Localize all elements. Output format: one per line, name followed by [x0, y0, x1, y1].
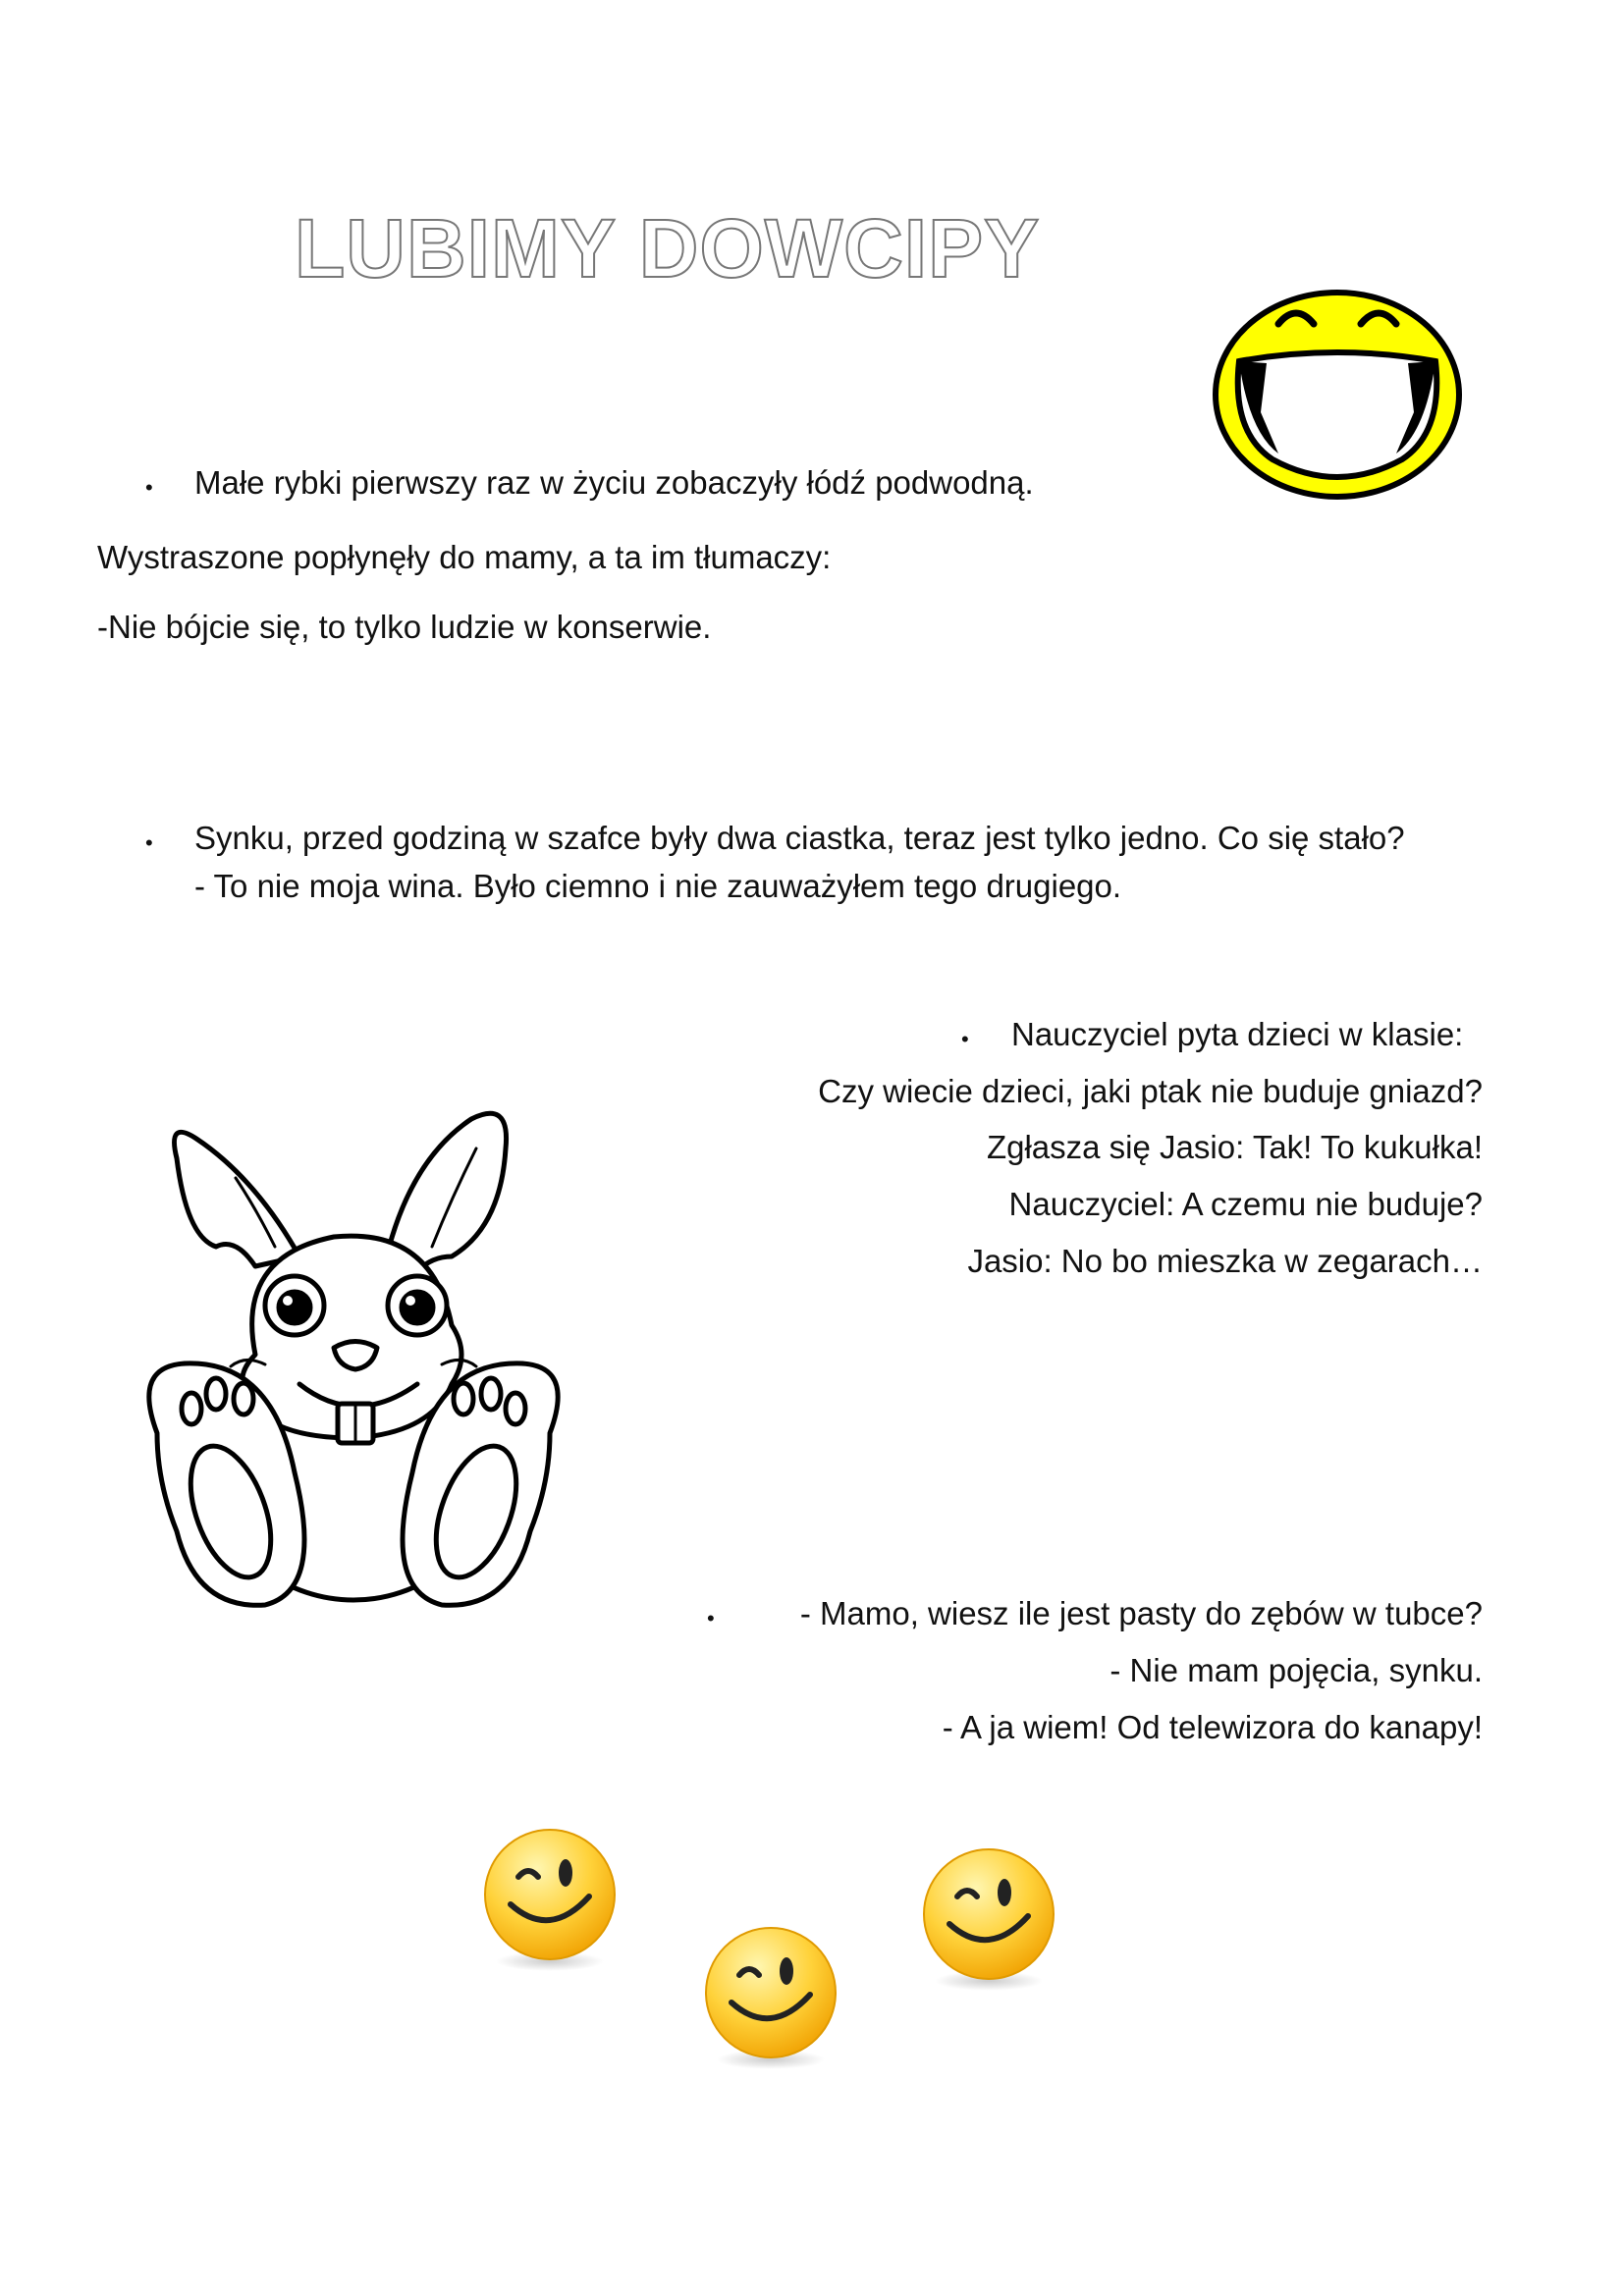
- winking-smiley-icon: [481, 1826, 619, 1973]
- bullet-icon: •: [145, 830, 153, 855]
- joke3-line4: Nauczyciel: A czemu nie buduje?: [1008, 1186, 1483, 1222]
- winking-smiley-icon: [920, 1845, 1057, 1993]
- joke4-line3: - A ja wiem! Od telewizora do kanapy!: [942, 1709, 1483, 1745]
- joke3-line3: Zgłasza się Jasio: Tak! To kukułka!: [986, 1129, 1483, 1165]
- joke1-line2: Wystraszone popłynęły do mamy, a ta im tłumaczy:: [97, 539, 832, 575]
- laughing-smiley-icon: [1210, 285, 1465, 501]
- winking-smiley-icon: [702, 1924, 839, 2071]
- bullet-icon: •: [145, 475, 153, 500]
- bullet-icon: •: [961, 1027, 969, 1051]
- joke2-line2: - To nie moja wina. Było ciemno i nie zauważyłem tego drugiego.: [194, 868, 1122, 904]
- joke1-line3: -Nie bójcie się, to tylko ludzie w konserwie.: [97, 609, 712, 645]
- joke4-line1: - Mamo, wiesz ile jest pasty do zębów w tubce?: [799, 1595, 1483, 1631]
- bullet-icon: •: [707, 1606, 715, 1630]
- joke3-line5: Jasio: No bo mieszka w zegarach…: [967, 1243, 1483, 1279]
- bunny-outline-icon: [137, 1060, 579, 1610]
- joke2-line1: Synku, przed godziną w szafce były dwa ciastka, teraz jest tylko jedno. Co się stało?: [194, 820, 1405, 856]
- page-title: LUBIMY DOWCIPY: [295, 202, 1041, 294]
- joke1-line1: Małe rybki pierwszy raz w życiu zobaczyły łódź podwodną.: [194, 464, 1034, 501]
- joke4-line2: - Nie mam pojęcia, synku.: [1110, 1652, 1483, 1688]
- joke3-line2: Czy wiecie dzieci, jaki ptak nie buduje gniazd?: [818, 1073, 1483, 1109]
- joke3-line1: Nauczyciel pyta dzieci w klasie:: [1011, 1016, 1464, 1052]
